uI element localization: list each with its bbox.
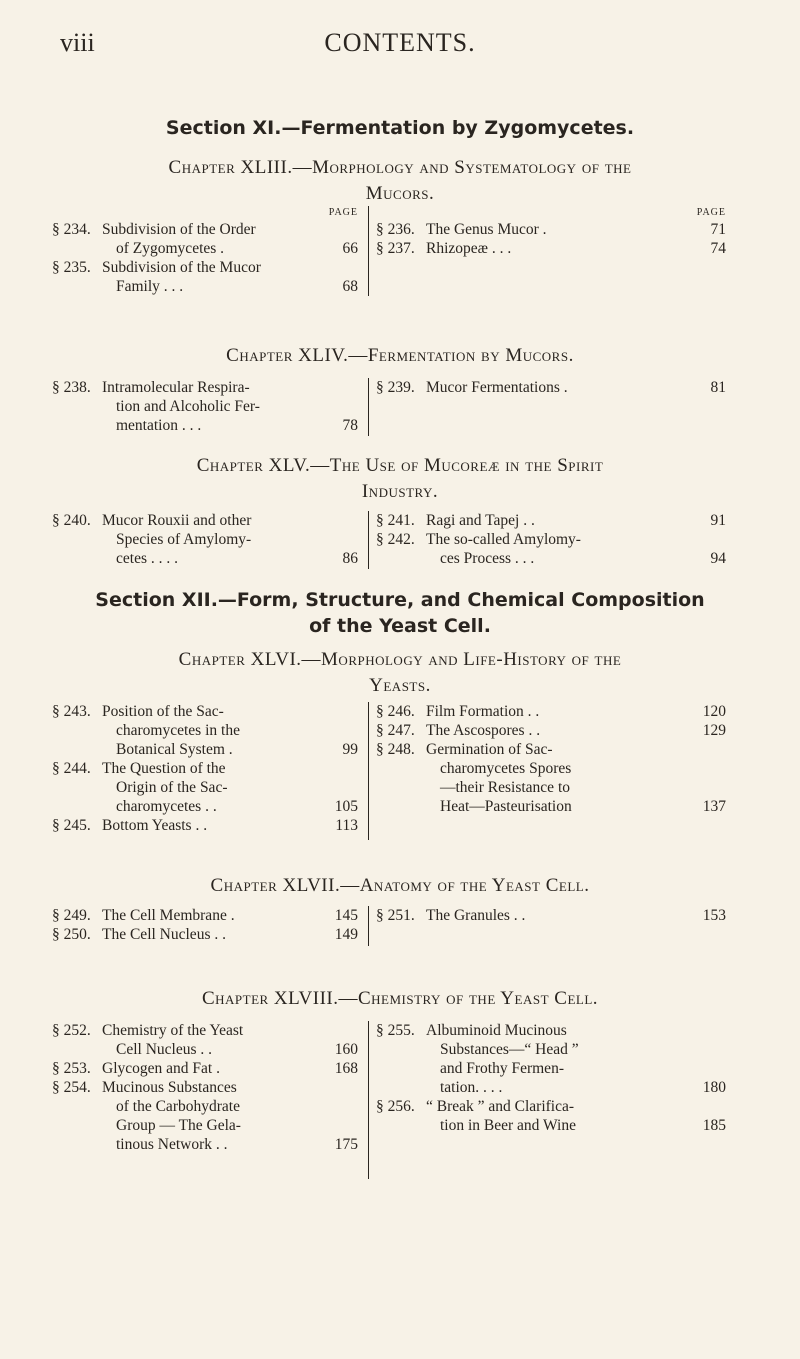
entry-title-line: Bottom Yeasts . . (102, 817, 208, 834)
page-number: 145 (334, 907, 358, 924)
contents-entry (376, 1097, 726, 1135)
section-number: § 251. (376, 907, 415, 924)
entry-title-line: Mucinous Substances (102, 1079, 237, 1096)
section-xii-title-line2: of the Yeast Cell. (309, 615, 491, 637)
chapter-xlvii-title-line1: Chapter XLVII.—Anatomy of the Yeast Cell. (210, 875, 590, 896)
entry-title (426, 906, 692, 925)
section-number: § 242. (376, 531, 415, 548)
entry-title (426, 702, 692, 721)
entry-title-line: Substances—“ Head ” (440, 1041, 579, 1058)
chapter-xlvi-right-column (376, 702, 726, 840)
chapter-xliv-left-column (52, 378, 369, 436)
chapter-xlv-title (60, 453, 740, 505)
page-column-header: PAGE (696, 207, 726, 218)
entry-title (426, 378, 692, 397)
section-number: § 250. (52, 926, 91, 943)
section-number: § 238. (52, 379, 91, 396)
section-number: § 255. (376, 1022, 415, 1039)
entry-title-line: cetes . . . . (116, 550, 178, 567)
contents-entry (376, 740, 726, 816)
section-number: § 254. (52, 1079, 91, 1096)
page-number: 153 (702, 907, 726, 924)
entry-title-line: The Granules . . (426, 907, 526, 924)
chapter-xliii-title (60, 155, 740, 207)
entry-title-line: The Cell Nucleus . . (102, 926, 226, 943)
entry-title-line: The Genus Mucor . (426, 221, 547, 238)
page-number: 137 (702, 798, 726, 815)
contents-entry (52, 220, 358, 258)
page-number: 129 (702, 722, 726, 739)
section-number: § 234. (52, 221, 91, 238)
contents-entry (376, 721, 726, 740)
entry-title-line: The so-called Amylomy- (426, 531, 581, 548)
entry-title-line: tion and Alcoholic Fer- (116, 398, 260, 415)
entry-title (426, 721, 692, 740)
chapter-xliii-title-line2: Mucors. (365, 183, 435, 204)
page-number: 86 (342, 550, 358, 567)
entry-title-line: Intramolecular Respira- (102, 379, 250, 396)
chapter-xliv-title-line1: Chapter XLIV.—Fermentation by Mucors. (226, 345, 574, 366)
entry-title (102, 759, 324, 816)
section-number: § 245. (52, 817, 91, 834)
contents-entry (376, 1021, 726, 1097)
entry-title (102, 906, 324, 925)
section-number: § 237. (376, 240, 415, 257)
section-xii-title (40, 587, 760, 639)
section-number: § 252. (52, 1022, 91, 1039)
contents-entry (52, 258, 358, 296)
entry-title-line: Origin of the Sac- (116, 779, 228, 796)
entry-title-line: mentation . . . (116, 417, 202, 434)
page-number: 120 (702, 703, 726, 720)
entry-title-line: Rhizopeæ . . . (426, 240, 512, 257)
section-number: § 235. (52, 259, 91, 276)
chapter-xlvii-left-column (52, 906, 369, 946)
page-number: 168 (334, 1060, 358, 1077)
entry-title (426, 239, 692, 258)
chapter-xlv-title-line2: Industry. (361, 481, 439, 502)
section-xii-title-line1: Section XII.—Form, Structure, and Chemical Composition (95, 589, 705, 611)
entry-title-line: Ragi and Tapej . . (426, 512, 535, 529)
section-number: § 256. (376, 1098, 415, 1115)
running-head-title: CONTENTS. (324, 28, 476, 57)
page-number: 71 (710, 221, 726, 238)
entry-title-line: Heat—Pasteurisation (440, 798, 572, 815)
page-number: 81 (710, 379, 726, 396)
contents-entry (376, 702, 726, 721)
entry-title (102, 1059, 324, 1078)
entry-title (102, 220, 324, 258)
page-column-header: PAGE (328, 207, 358, 218)
entry-title-line: The Ascospores . . (426, 722, 541, 739)
chapter-xlviii-left-column (52, 1021, 369, 1179)
entry-title (102, 1021, 324, 1059)
contents-entry (376, 530, 726, 568)
section-number: § 236. (376, 221, 415, 238)
contents-entry (52, 1078, 358, 1154)
entry-title-line: Group — The Gela- (116, 1117, 241, 1134)
chapter-xlvi-title-line2: Yeasts. (369, 675, 431, 696)
entry-title-line: of Zygomycetes . (116, 240, 225, 257)
entry-title (426, 220, 692, 239)
entry-title-line: Subdivision of the Mucor (102, 259, 261, 276)
entry-title-line: Albuminoid Mucinous (426, 1022, 567, 1039)
page-number: 74 (710, 240, 726, 257)
chapter-xlvi-left-column (52, 702, 369, 840)
page-folio: viii (60, 28, 95, 57)
entry-title (426, 511, 692, 530)
page-number: 180 (702, 1079, 726, 1096)
section-number: § 241. (376, 512, 415, 529)
entry-title (102, 925, 324, 944)
entry-title (102, 378, 324, 435)
entry-title-line: tation. . . . (440, 1079, 503, 1096)
entry-title-line: of the Carbohydrate (116, 1098, 240, 1115)
page-number: 94 (710, 550, 726, 567)
page-number: 66 (342, 240, 358, 257)
contents-entry (52, 1059, 358, 1078)
entry-title-line: Glycogen and Fat . (102, 1060, 220, 1077)
entry-title-line: Mucor Fermentations . (426, 379, 568, 396)
contents-entry (376, 220, 726, 239)
chapter-xlviii-title-line1: Chapter XLVIII.—Chemistry of the Yeast Cell. (201, 988, 599, 1009)
page-number: 105 (334, 798, 358, 815)
running-head (0, 28, 800, 62)
section-number: § 243. (52, 703, 91, 720)
entry-title-line: and Frothy Fermen- (440, 1060, 564, 1077)
chapter-xlv-title-line1: Chapter XLV.—The Use of Mucoreæ in the Spirit (196, 455, 604, 476)
entry-title-line: The Cell Membrane . (102, 907, 235, 924)
page-number: 91 (710, 512, 726, 529)
section-number: § 239. (376, 379, 415, 396)
contents-entry (376, 239, 726, 258)
entry-title-line: charomycetes in the (116, 722, 240, 739)
section-number: § 247. (376, 722, 415, 739)
entry-title-line: ces Process . . . (440, 550, 535, 567)
page-number: 68 (342, 278, 358, 295)
entry-title-line: Mucor Rouxii and other (102, 512, 252, 529)
page-number: 113 (335, 817, 358, 834)
entry-title (426, 1097, 692, 1135)
page-number: 149 (334, 926, 358, 943)
section-number: § 253. (52, 1060, 91, 1077)
contents-entry (52, 759, 358, 816)
chapter-xlviii-title (60, 986, 740, 1012)
entry-title-line: Cell Nucleus . . (116, 1041, 212, 1058)
entry-title-line: charomycetes Spores (440, 760, 572, 777)
section-number: § 246. (376, 703, 415, 720)
contents-entry (376, 378, 726, 397)
contents-entry (376, 511, 726, 530)
entry-title-line: “ Break ” and Clarifica- (426, 1098, 575, 1115)
entry-title-line: Species of Amylomy- (116, 531, 252, 548)
section-number: § 248. (376, 741, 415, 758)
contents-entry (52, 906, 358, 925)
contents-entry (52, 511, 358, 568)
contents-entry (52, 925, 358, 944)
entry-title-line: tion in Beer and Wine (440, 1117, 576, 1134)
entry-title-line: Germination of Sac- (426, 741, 553, 758)
contents-entry (52, 702, 358, 759)
section-number: § 244. (52, 760, 91, 777)
entry-title (102, 1078, 324, 1154)
entry-title-line: Chemistry of the Yeast (102, 1022, 244, 1039)
chapter-xlv-right-column (376, 511, 726, 569)
entry-title-line: Position of the Sac- (102, 703, 224, 720)
entry-title (426, 530, 692, 568)
chapter-xlvi-title (60, 647, 740, 699)
entry-title (102, 258, 324, 296)
entry-title (102, 702, 324, 759)
page-number: 78 (342, 417, 358, 434)
page-number: 160 (334, 1041, 358, 1058)
contents-entry (52, 1021, 358, 1059)
entry-title-line: Family . . . (116, 278, 184, 295)
chapter-xliii-title-line1: Chapter XLIII.—Morphology and Systematology of the (168, 157, 632, 178)
chapter-xlv-left-column (52, 511, 369, 569)
section-number: § 249. (52, 907, 91, 924)
chapter-xlvi-title-line1: Chapter XLVI.—Morphology and Life-History of the (178, 649, 622, 670)
entry-title-line: Film Formation . . (426, 703, 540, 720)
entry-title-line: charomycetes . . (116, 798, 217, 815)
entry-title (102, 816, 324, 835)
chapter-xliii-left-column (52, 206, 369, 296)
chapter-xlvii-title (60, 873, 740, 899)
entry-title-line: The Question of the (102, 760, 226, 777)
chapter-xlviii-right-column (376, 1021, 726, 1179)
entry-title-line: tinous Network . . (116, 1136, 228, 1153)
entry-title-line: Subdivision of the Order (102, 221, 256, 238)
entry-title (426, 1021, 692, 1097)
entry-title-line: —their Resistance to (440, 779, 570, 796)
contents-entry (376, 906, 726, 925)
contents-entry (52, 816, 358, 835)
entry-title-line: Botanical System . (116, 741, 233, 758)
entry-title (426, 740, 692, 816)
section-number: § 240. (52, 512, 91, 529)
page-number: 185 (702, 1117, 726, 1134)
contents-entry (52, 378, 358, 435)
chapter-xlvii-right-column (376, 906, 726, 946)
entry-title (102, 511, 324, 568)
page-number: 99 (342, 741, 358, 758)
section-xi-title: Section XI.—Fermentation by Zygomycetes. (165, 117, 635, 139)
page-number: 175 (334, 1136, 358, 1153)
chapter-xliii-right-column (376, 206, 726, 296)
chapter-xliv-right-column (376, 378, 726, 436)
chapter-xliv-title (60, 343, 740, 369)
